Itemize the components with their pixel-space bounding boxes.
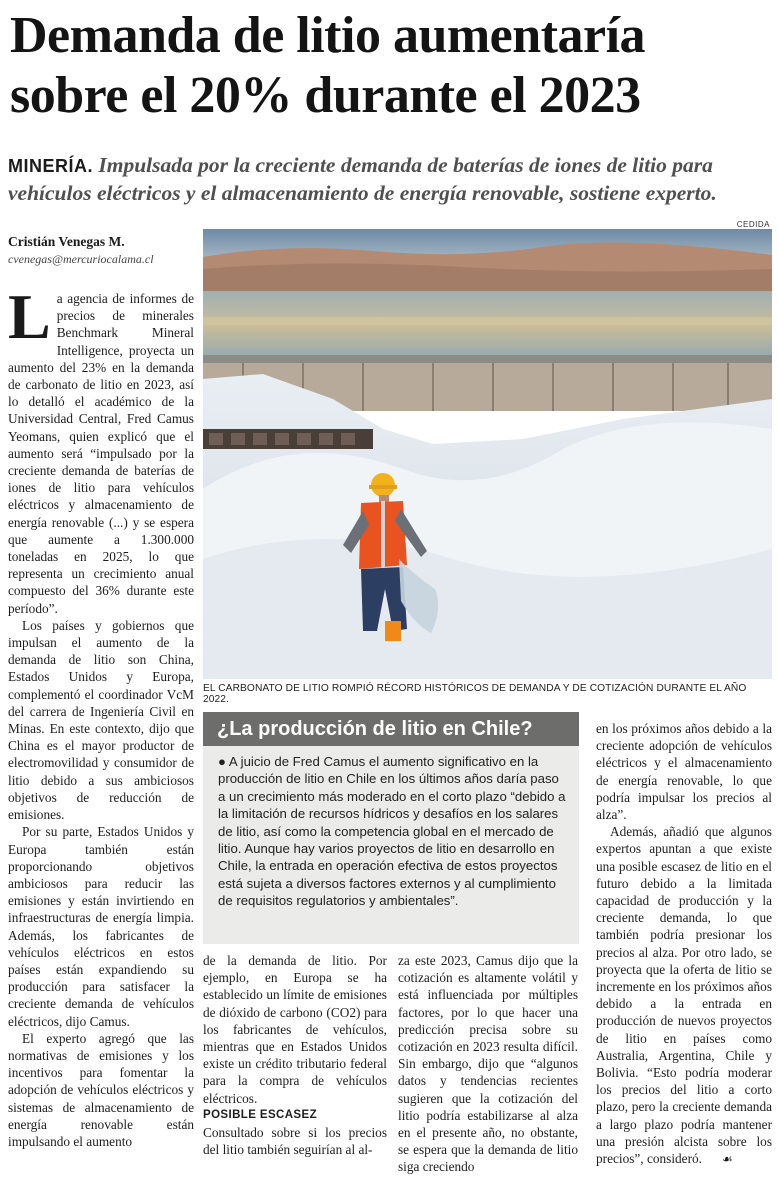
paragraph: Por su parte, Estados Unidos y Europa también están proporcionando objetivos ambiciosos para reducir las emisiones y están invirtiendo en infraestructuras de energía limpia. Además, los fabricantes de vehículos eléctricos en estos países están expandiendo su producción para satisfacer la creciente demanda de vehículos eléctricos, dijo Camus. [8,824,194,1029]
headline-line-2: sobre el 20% durante el 2023 [10,67,641,124]
headline-line-1: Demanda de litio aumentaría [10,7,646,64]
deck-text: Impulsada por la creciente demanda de baterías de iones de litio para vehículos eléctricos y el almacenamiento de energía renovable, sostiene experto. [8,153,717,205]
photo-credit: CEDIDA [736,220,770,229]
photo-caption: EL CARBONATO DE LITIO ROMPIÓ RÉCORD HISTÓRICOS DE DEMANDA Y DE COTIZACIÓN DURANTE EL AÑO 2022. [203,683,747,705]
column-4 [596,720,772,1168]
photo-illustration [203,229,772,679]
sidebar-box-body [218,753,568,910]
subheading: POSIBLE ESCASEZ [203,1108,317,1121]
deck [8,152,772,207]
paragraph [596,823,772,1168]
paragraph: de la demanda de litio. Por ejemplo, en Europa se ha establecido un límite de emisiones de dióxido de carbono (CO2) para los fabricantes de vehículos, mientras que en Estados Unidos existe un crédito tributario federal para la compra de vehículos eléctricos. [203,953,387,1106]
column-2 [203,952,387,1158]
paragraph: Consultado sobre si los precios del litio también seguirían al al- [203,1125,387,1158]
paragraph: za este 2023, Camus dijo que la cotización es altamente volátil y está influenciada por múltiples factores, por lo que hacer una predicción precisa sobre su cotización en 2023 resulta difícil. Sin embargo, dijo que “algunos datos y tendencias recientes sugieren que la cotización del litio podría estabilizarse al alza en el presente año, no obstante, se espera que la demanda de litio siga creciendo [398,953,578,1175]
byline-email: cvenegas@mercuriocalama.cl [8,252,154,266]
sidebar-box-title: ¿La producción de litio en Chile? [203,712,579,746]
end-mark-icon: ☙ [721,1152,733,1167]
paragraph [8,281,194,617]
headline [10,6,772,126]
drop-cap: L [8,281,51,352]
bullet-icon: ● [218,754,226,769]
column-3 [398,952,578,1176]
column-1 [8,281,194,1150]
paragraph-text: a agencia de informes de precios de minerales Benchmark Mineral Intelligence, proyecta un aumento del 23% en la demanda de carbonato de litio en 2023, así lo detalló el académico de la Universidad Central, Fred Camus Yeomans, quien explicó que el aumento será “impulsado por la creciente demanda de baterías de iones de litio para vehículos eléctricos y almacenamiento de energía renovable (...) y se espera que aumente a 1.300.000 toneladas en 2025, lo que representa un crecimiento anual compuesto del 36% durante este período”. [8,291,194,616]
salt-flat-worker-photo [203,229,772,679]
sidebar-box-text: A juicio de Fred Camus el aumento significativo en la producción de litio en Chile en los últimos años daría paso a un crecimiento más moderado en el corto plazo “debido a la limitación de recursos hídricos y desafíos en los salares de litio, así como la competencia global en el mercado de litio. Aunque hay varios proyectos de litio en desarrollo en Chile, la entrada en operación efectiva de estos proyectos está sujeta a diversos factores externos y al cumplimiento de requisitos regulatorios y ambientales”. [218,754,566,909]
paragraph-text: Además, añadió que algunos expertos apuntan a que existe una posible escasez de litio en el futuro debido a la limitada capacidad de producción y la creciente demanda, lo que también podría presionar los precios al alza. Por otro lado, se proyecta que la oferta de litio se incremente en los próximos años debido a la entrada en producción de nuevos proyectos de litio en países como Australia, Argentina, Chile y Bolivia. “Esto podría moderar los precios del litio a corto plazo, pero la creciente demanda a largo plazo podría mantener una presión alcista sobre los precios”, consideró. [596,824,772,1167]
paragraph: en los próximos años debido a la creciente adopción de vehículos eléctricos y el almacenamiento de energía renovable, lo que podría impulsar los precios al alza”. [596,721,772,823]
byline-author: Cristián Venegas M. [8,234,125,249]
section-tag: MINERÍA. [8,156,93,176]
paragraph: Los países y gobiernos que impulsan el aumento de la demanda de litio son China, Estados Unidos y Europa, complementó el coordinador VcM del carrera de Ingeniería Civil en Minas. En este contexto, dijo que China es el mayor productor de electromovilidad y consumidor de litio debido a sus ambiciosos objetivos de reducción de emisiones. [8,617,194,823]
paragraph: El experto agregó que las normativas de emisiones y los incentivos para fomentar la adopción de vehículos eléctricos y sistemas de almacenamiento de energía renovable están impulsando el aumento [8,1030,194,1149]
